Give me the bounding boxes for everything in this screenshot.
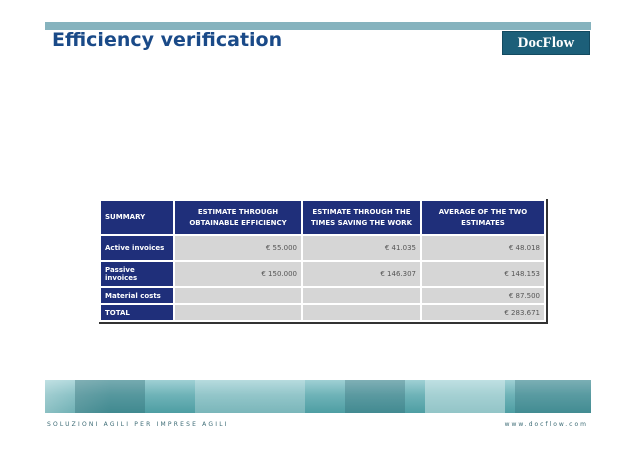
table-row: [101, 288, 544, 303]
column-header-efficiency: ESTIMATE THROUGH OBTAINABLE EFFICIENCY: [175, 201, 301, 234]
column-header-average: AVERAGE OF THE TWO ESTIMATES: [422, 201, 544, 234]
footer-photo-band: [45, 380, 591, 413]
cell-average: € 48.018: [422, 236, 544, 260]
cell-average: € 87.500: [422, 288, 544, 303]
row-label: Passive invoices: [101, 262, 173, 286]
row-label: Active invoices: [101, 236, 173, 260]
cell-efficiency: € 55.000: [175, 236, 301, 260]
cell-efficiency: € 150.000: [175, 262, 301, 286]
summary-table: [99, 199, 548, 324]
cell-average: € 283.671: [422, 305, 544, 320]
page-title: Efficiency verification: [52, 29, 283, 51]
cell-time-saving: [303, 288, 420, 303]
table-row-total: [101, 305, 544, 320]
cell-time-saving: € 41.035: [303, 236, 420, 260]
column-header-summary: SUMMARY: [101, 201, 173, 234]
cell-time-saving: € 146.307: [303, 262, 420, 286]
table-row: [101, 236, 544, 260]
cell-time-saving: [303, 305, 420, 320]
table-header-row: [101, 201, 544, 234]
footer-tagline: SOLUZIONI AGILI PER IMPRESE AGILI: [47, 421, 229, 428]
docflow-logo: DocFlow: [502, 31, 590, 55]
footer-website: www.docflow.com: [504, 421, 588, 428]
row-label: Material costs: [101, 288, 173, 303]
row-label: TOTAL: [101, 305, 173, 320]
cell-average: € 148.153: [422, 262, 544, 286]
cell-efficiency: [175, 305, 301, 320]
cell-efficiency: [175, 288, 301, 303]
table-row: [101, 262, 544, 286]
column-header-time-saving: ESTIMATE THROUGH THE TIMES SAVING THE WORK: [303, 201, 420, 234]
